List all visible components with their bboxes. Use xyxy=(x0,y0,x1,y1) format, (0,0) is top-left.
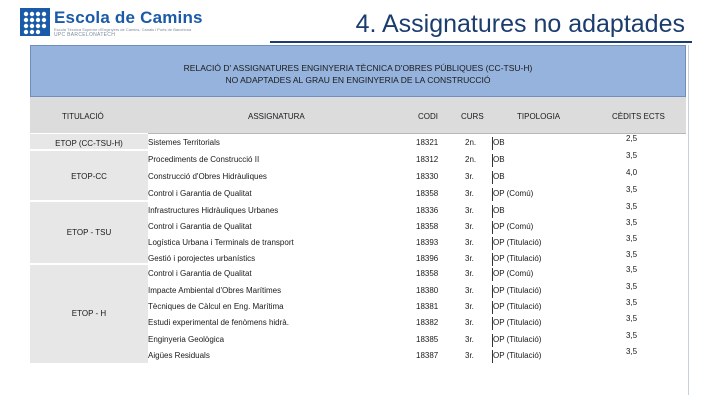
ects-cell: 3,5 xyxy=(626,314,638,323)
table-row xyxy=(148,150,686,167)
code-cell: 18358 xyxy=(416,189,439,198)
table-header xyxy=(30,97,686,134)
year-cell: 3r. xyxy=(465,254,474,263)
type-cell: OB xyxy=(493,206,505,215)
type-cell: OP (Titulació) xyxy=(493,318,542,327)
code-cell: 18385 xyxy=(416,335,439,344)
subject-cell: Construcció d'Obres Hidràuliques xyxy=(148,172,267,181)
year-cell: 3r. xyxy=(465,302,474,311)
group-label: ETOP - H xyxy=(71,309,107,318)
table-row xyxy=(148,133,686,150)
table-row xyxy=(148,217,686,234)
type-cell: OP (Titulació) xyxy=(493,286,542,295)
table-row xyxy=(148,264,686,281)
year-cell: 2n. xyxy=(465,155,477,164)
ects-cell: 3,5 xyxy=(626,331,638,340)
header-ects: CÈDITS ECTS xyxy=(612,112,665,121)
type-cell: OP (Comú) xyxy=(493,189,534,198)
table-banner xyxy=(30,45,686,97)
table-row xyxy=(148,346,686,363)
code-cell: 18358 xyxy=(416,269,439,278)
type-cell: OP (Titulació) xyxy=(493,254,542,263)
year-cell: 3r. xyxy=(465,269,474,278)
code-cell: 18396 xyxy=(416,254,439,263)
subject-cell: Impacte Ambiental d'Obres Marítimes xyxy=(148,286,282,295)
ects-cell: 3,5 xyxy=(626,265,638,274)
header-titulacio: TITULACIÓ xyxy=(62,112,104,121)
year-cell: 3r. xyxy=(465,172,474,181)
header-codi: CODI xyxy=(418,112,438,121)
table-row xyxy=(148,281,686,298)
ects-cell: 3,5 xyxy=(626,218,638,227)
table-row xyxy=(148,313,686,330)
year-cell: 3r. xyxy=(465,286,474,295)
ects-cell: 3,5 xyxy=(626,282,638,291)
code-cell: 18382 xyxy=(416,318,439,327)
right-divider xyxy=(688,45,689,395)
group-etop-cc-tsu-h xyxy=(30,133,148,150)
ects-cell: 3,5 xyxy=(626,234,638,243)
code-cell: 18358 xyxy=(416,222,439,231)
year-cell: 3r. xyxy=(465,318,474,327)
subject-cell: Gestió i porojectes urbanístics xyxy=(148,254,256,263)
type-cell: OB xyxy=(493,155,505,164)
code-cell: 18336 xyxy=(416,206,439,215)
code-cell: 18330 xyxy=(416,172,439,181)
code-cell: 18393 xyxy=(416,238,439,247)
ects-cell: 3,5 xyxy=(626,347,638,356)
subject-cell: Estudi experimental de fenòmens hidrà. xyxy=(148,318,289,327)
type-cell: OP (Comú) xyxy=(493,269,534,278)
table-row xyxy=(148,233,686,250)
code-cell: 18381 xyxy=(416,302,439,311)
year-cell: 2n. xyxy=(465,138,477,147)
subject-cell: Logística Urbana i Terminals de transport xyxy=(148,238,294,247)
code-cell: 18387 xyxy=(416,351,439,360)
year-cell: 3r. xyxy=(465,206,474,215)
logo-name: Escola de Camins xyxy=(54,8,203,27)
table-row xyxy=(148,167,686,184)
code-cell: 18380 xyxy=(416,286,439,295)
subject-cell: Aigües Residuals xyxy=(148,351,210,360)
header-curs: CURS xyxy=(461,112,484,121)
banner-line-1: RELACIÓ D' ASSIGNATURES ENGINYERIA TÈCNICA D'OBRES PÚBLIQUES (CC-TSU-H) xyxy=(183,63,533,73)
group-label: ETOP - TSU xyxy=(66,228,112,237)
type-cell: OP (Comú) xyxy=(493,222,534,231)
page-title: 4. Assignatures no adaptades xyxy=(355,10,685,38)
group-label: ETOP-CC xyxy=(71,172,107,181)
year-cell: 3r. xyxy=(465,189,474,198)
ects-cell: 4,0 xyxy=(626,168,638,177)
group-etop-h xyxy=(30,264,148,364)
ects-cell: 3,5 xyxy=(626,151,638,160)
subject-cell: Infrastructures Hidràuliques Urbanes xyxy=(148,206,279,215)
table-row xyxy=(148,184,686,201)
type-cell: OP (Titulació) xyxy=(493,238,542,247)
subject-cell: Sistemes Territorials xyxy=(148,138,220,147)
logo-org: UPC BARCELONATECH xyxy=(54,32,116,38)
subject-cell: Control i Garantia de Qualitat xyxy=(148,189,252,198)
table-row xyxy=(148,297,686,314)
title-underline xyxy=(270,41,692,43)
table-row xyxy=(148,201,686,218)
table-row xyxy=(148,330,686,347)
group-label: ETOP (CC-TSU-H) xyxy=(55,139,123,148)
ects-cell: 2,5 xyxy=(626,134,638,143)
ects-cell: 3,5 xyxy=(626,185,638,194)
school-logo xyxy=(20,6,210,40)
logo-subtitle: Escola Tècnica Superior d'Enginyers de Camins, Canals i Ports de Barcelona xyxy=(54,27,192,32)
code-cell: 18312 xyxy=(416,155,439,164)
type-cell: OB xyxy=(493,172,505,181)
subject-cell: Tècniques de Càlcul en Eng. Marítima xyxy=(148,302,284,311)
ects-cell: 3,5 xyxy=(626,202,638,211)
code-cell: 18321 xyxy=(416,138,439,147)
type-cell: OP (Titulació) xyxy=(493,335,542,344)
type-cell: OP (Titulació) xyxy=(493,351,542,360)
type-cell: OP (Titulació) xyxy=(493,302,542,311)
upc-logo-icon xyxy=(20,8,50,36)
year-cell: 3r. xyxy=(465,238,474,247)
year-cell: 3r. xyxy=(465,335,474,344)
year-cell: 3r. xyxy=(465,351,474,360)
subject-cell: Procediments de Construcció II xyxy=(148,155,260,164)
banner-line-2: NO ADAPTADES AL GRAU EN ENGINYERIA DE LA CONSTRUCCIÓ xyxy=(225,75,491,85)
year-cell: 3r. xyxy=(465,222,474,231)
ects-cell: 3,5 xyxy=(626,298,638,307)
ects-cell: 3,5 xyxy=(626,250,638,259)
subject-cell: Enginyeria Geològica xyxy=(148,335,225,344)
type-cell: OB xyxy=(493,138,505,147)
subject-cell: Control i Garantia de Qualitat xyxy=(148,269,252,278)
header-assignatura: ASSIGNATURA xyxy=(248,112,305,121)
subject-cell: Control i Garantia de Qualitat xyxy=(148,222,252,231)
group-etop-cc xyxy=(30,150,148,201)
group-etop-tsu xyxy=(30,201,148,264)
header-tipologia: TIPOLOGIA xyxy=(517,112,561,121)
